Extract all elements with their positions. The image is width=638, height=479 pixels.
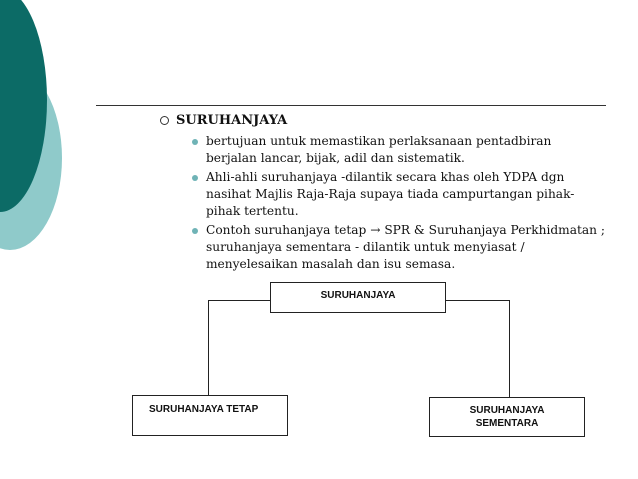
right-label-line1: SURUHANJAYA	[469, 405, 545, 416]
bullet-icon	[192, 228, 198, 234]
heading-item	[160, 112, 620, 130]
right-node	[429, 397, 585, 437]
bullet-text: bertujuan untuk memastikan perlaksanaan pentadbiran berjalan lancar, bijak, adil dan sistematik.	[206, 134, 552, 165]
bullet-icon	[192, 139, 198, 145]
connector-right	[509, 300, 510, 398]
title-divider	[96, 105, 606, 106]
bullet-icon	[192, 175, 198, 181]
hollow-bullet-icon	[160, 116, 169, 125]
bullet-text: Ahli-ahli suruhanjaya -dilantik secara khas oleh YDPA dgn nasihat Majlis Raja-Raja supaya tiada campurtangan pihak-pihak tertentu.	[206, 170, 575, 218]
left-label: SURUHANJAYA TETAP	[149, 404, 259, 415]
slide-content	[160, 112, 620, 275]
right-label-line2: SEMENTARA	[475, 418, 539, 429]
root-label: SURUHANJAYA	[320, 290, 396, 301]
bullet-text: Contoh suruhanjaya tetap → SPR & Suruhanjaya Perkhidmatan ; suruhanjaya sementara - dilantik untuk menyiasat / menyelesaikan masalah dan isu semasa.	[206, 223, 605, 271]
connector-left	[208, 300, 209, 396]
list-item	[160, 133, 606, 167]
list-item	[160, 169, 606, 220]
list-item	[160, 222, 606, 273]
decorative-circles	[0, 0, 80, 260]
left-node	[132, 395, 288, 436]
root-node	[270, 282, 446, 313]
heading-text: SURUHANJAYA	[176, 113, 288, 128]
